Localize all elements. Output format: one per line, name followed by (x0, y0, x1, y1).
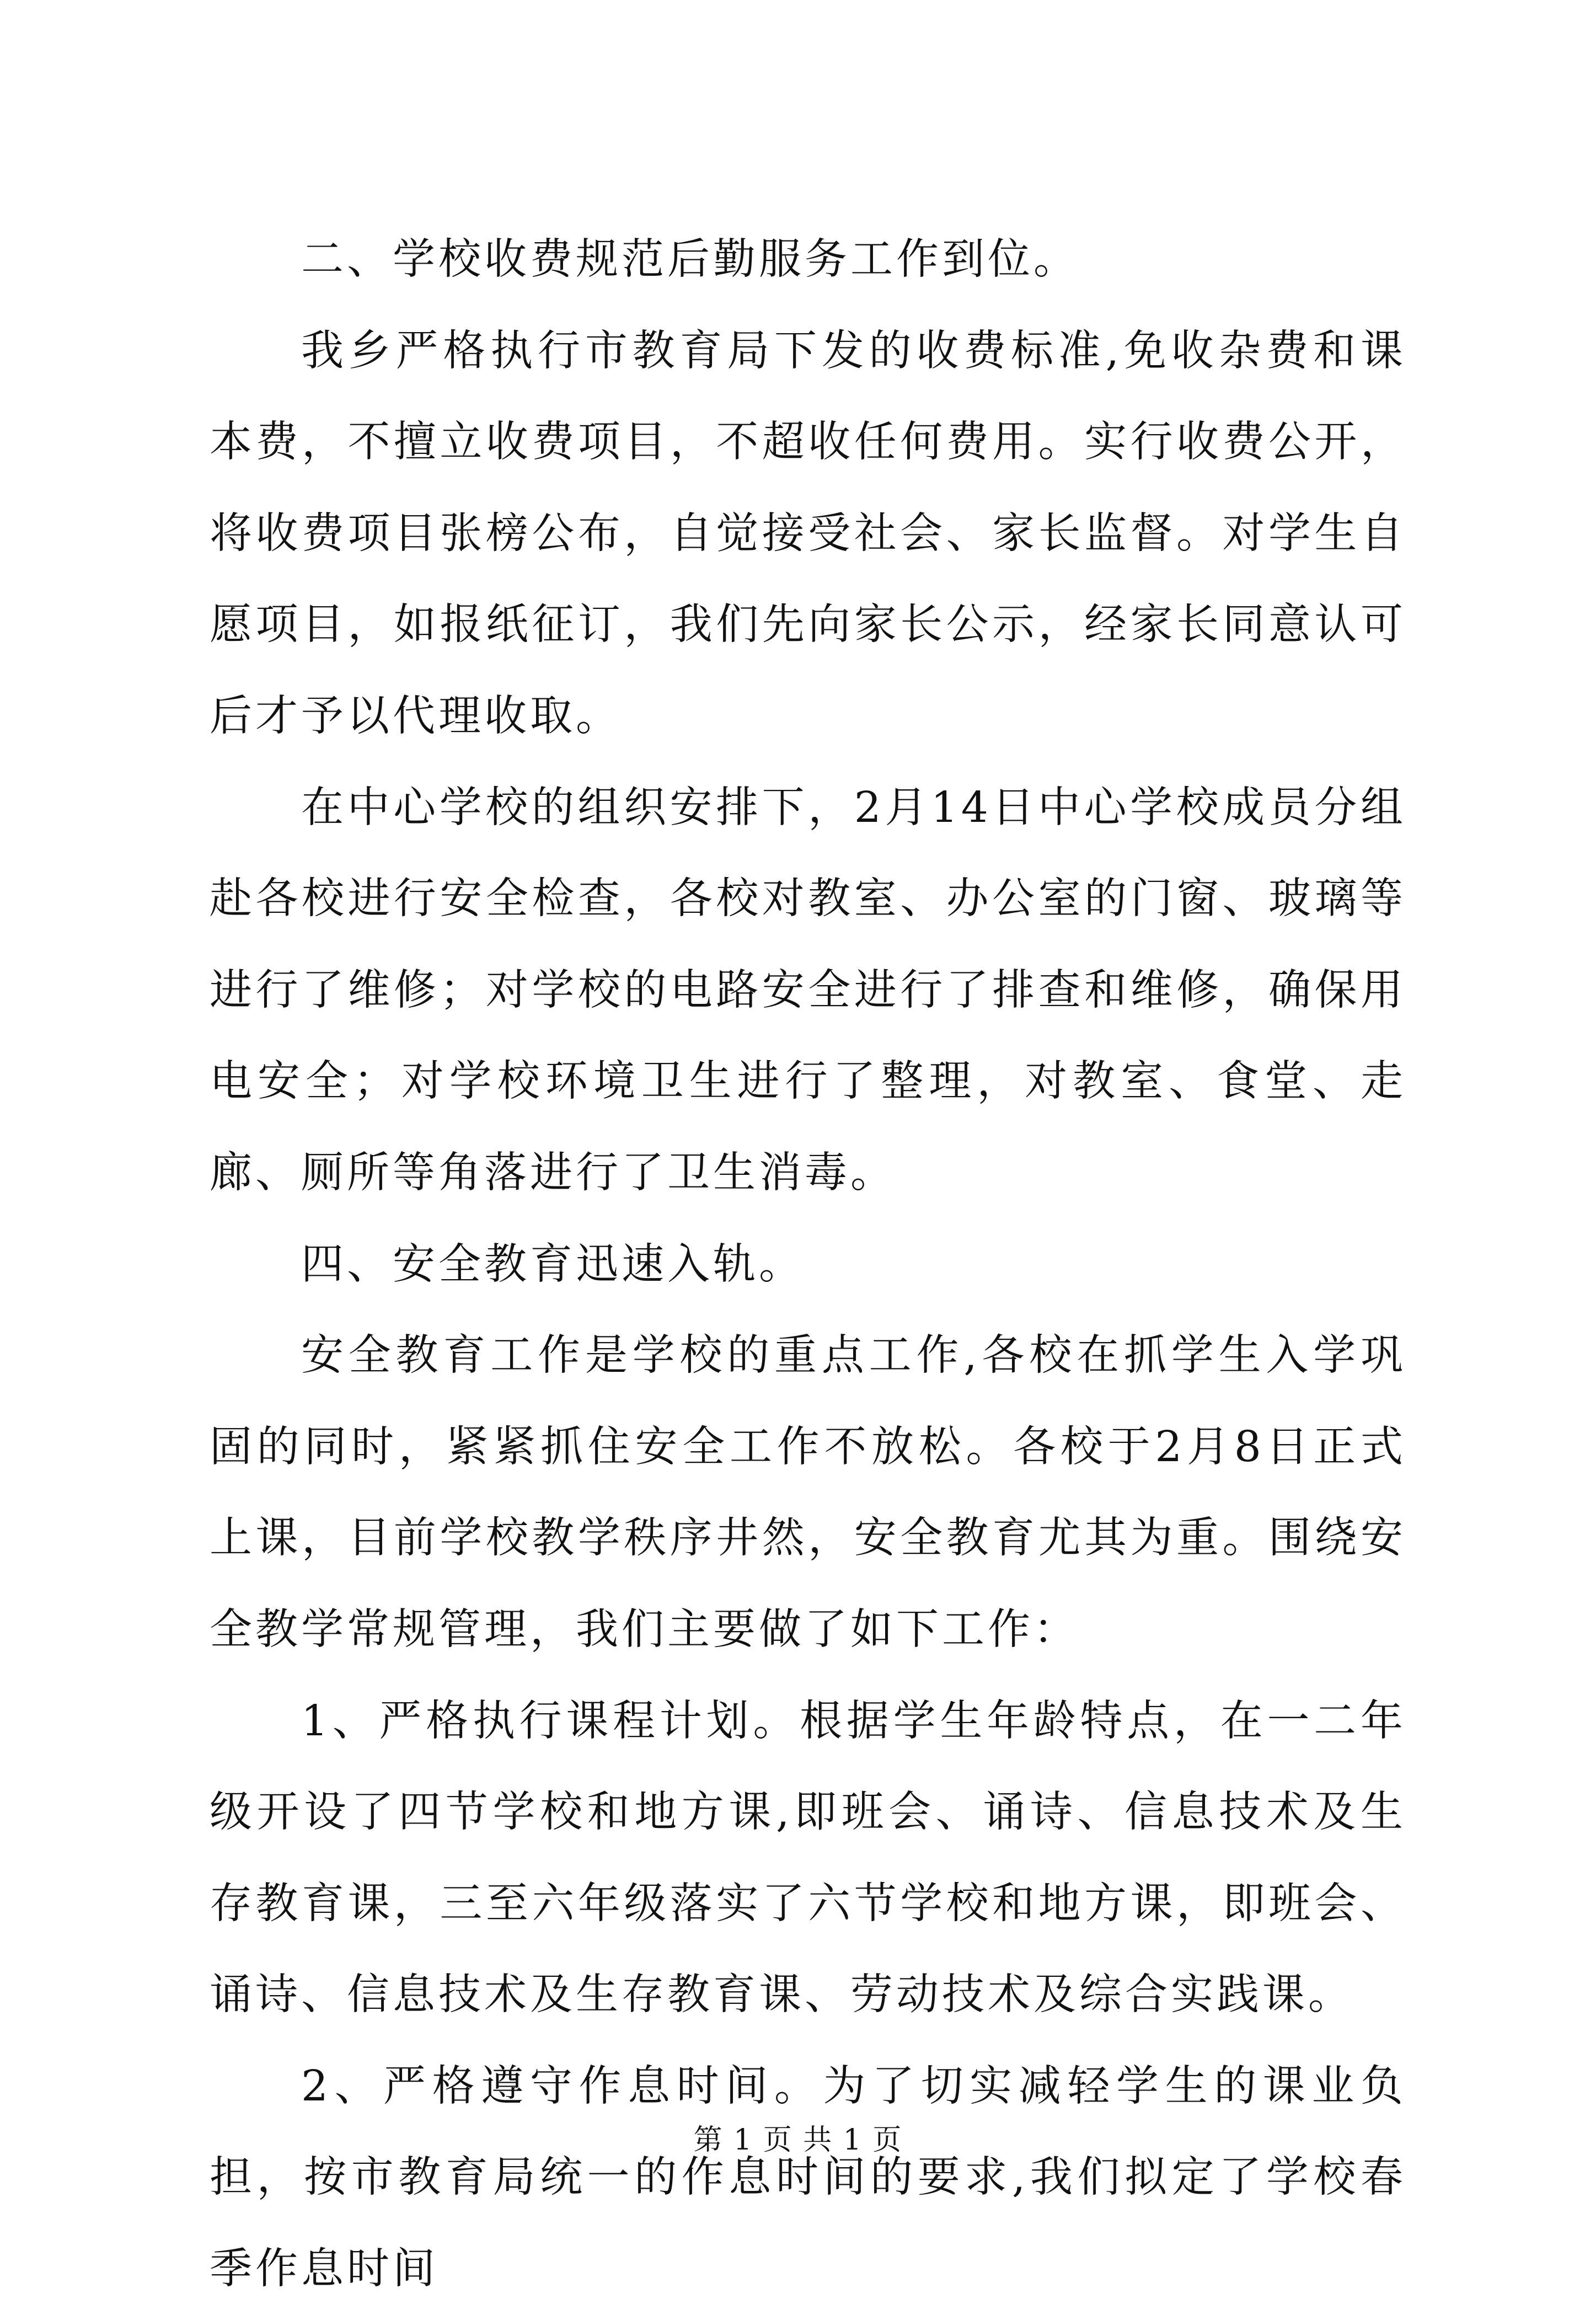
paragraph-heading-four: 四、安全教育迅速入轨。 (301, 1239, 805, 1289)
document-body (210, 214, 1406, 2315)
page-footer: 第 1 页 共 1 页 (693, 2124, 903, 2157)
paragraph-safety-inspection: 在中心学校的组织安排下，2月14日中心学校成员分组赴各校进行安全检查，各校对教室、办公室的门窗、玻璃等进行了维修；对学校的电路安全进行了排查和维修，确保用电安全；对学校环境卫生进行了整理，对教室、食堂、走廊、厕所等角落进行了卫生消毒。 (210, 783, 1406, 1197)
paragraph-heading-two: 二、学校收费规范后勤服务工作到位。 (301, 235, 1079, 284)
paragraph-schedule: 2、严格遵守作息时间。为了切实减轻学生的课业负担，按市教育局统一的作息时间的要求,我们拟定了学校春季作息时间 (210, 2061, 1406, 2294)
paragraph-safety-education: 安全教育工作是学校的重点工作,各校在抓学生入学巩固的同时，紧紧抓住安全工作不放松。各校于2月8日正式上课，目前学校教学秩序井然，安全教育尤其为重。围绕安全教学常规管理，我们主要做了如下工作： (210, 1331, 1406, 1654)
paragraph-curriculum: 1、严格执行课程计划。根据学生年龄特点，在一二年级开设了四节学校和地方课,即班会、诵诗、信息技术及生存教育课，三至六年级落实了六节学校和地方课，即班会、诵诗、信息技术及生存教育课、劳动技术及综合实践课。 (210, 1696, 1406, 2020)
paragraph-fees: 我乡严格执行市教育局下发的收费标准,免收杂费和课本费，不擅立收费项目，不超收任何费用。实行收费公开，将收费项目张榜公布，自觉接受社会、家长监督。对学生自愿项目，如报纸征订，我们先向家长公示，经家长同意认可后才予以代理收取。 (210, 326, 1406, 741)
